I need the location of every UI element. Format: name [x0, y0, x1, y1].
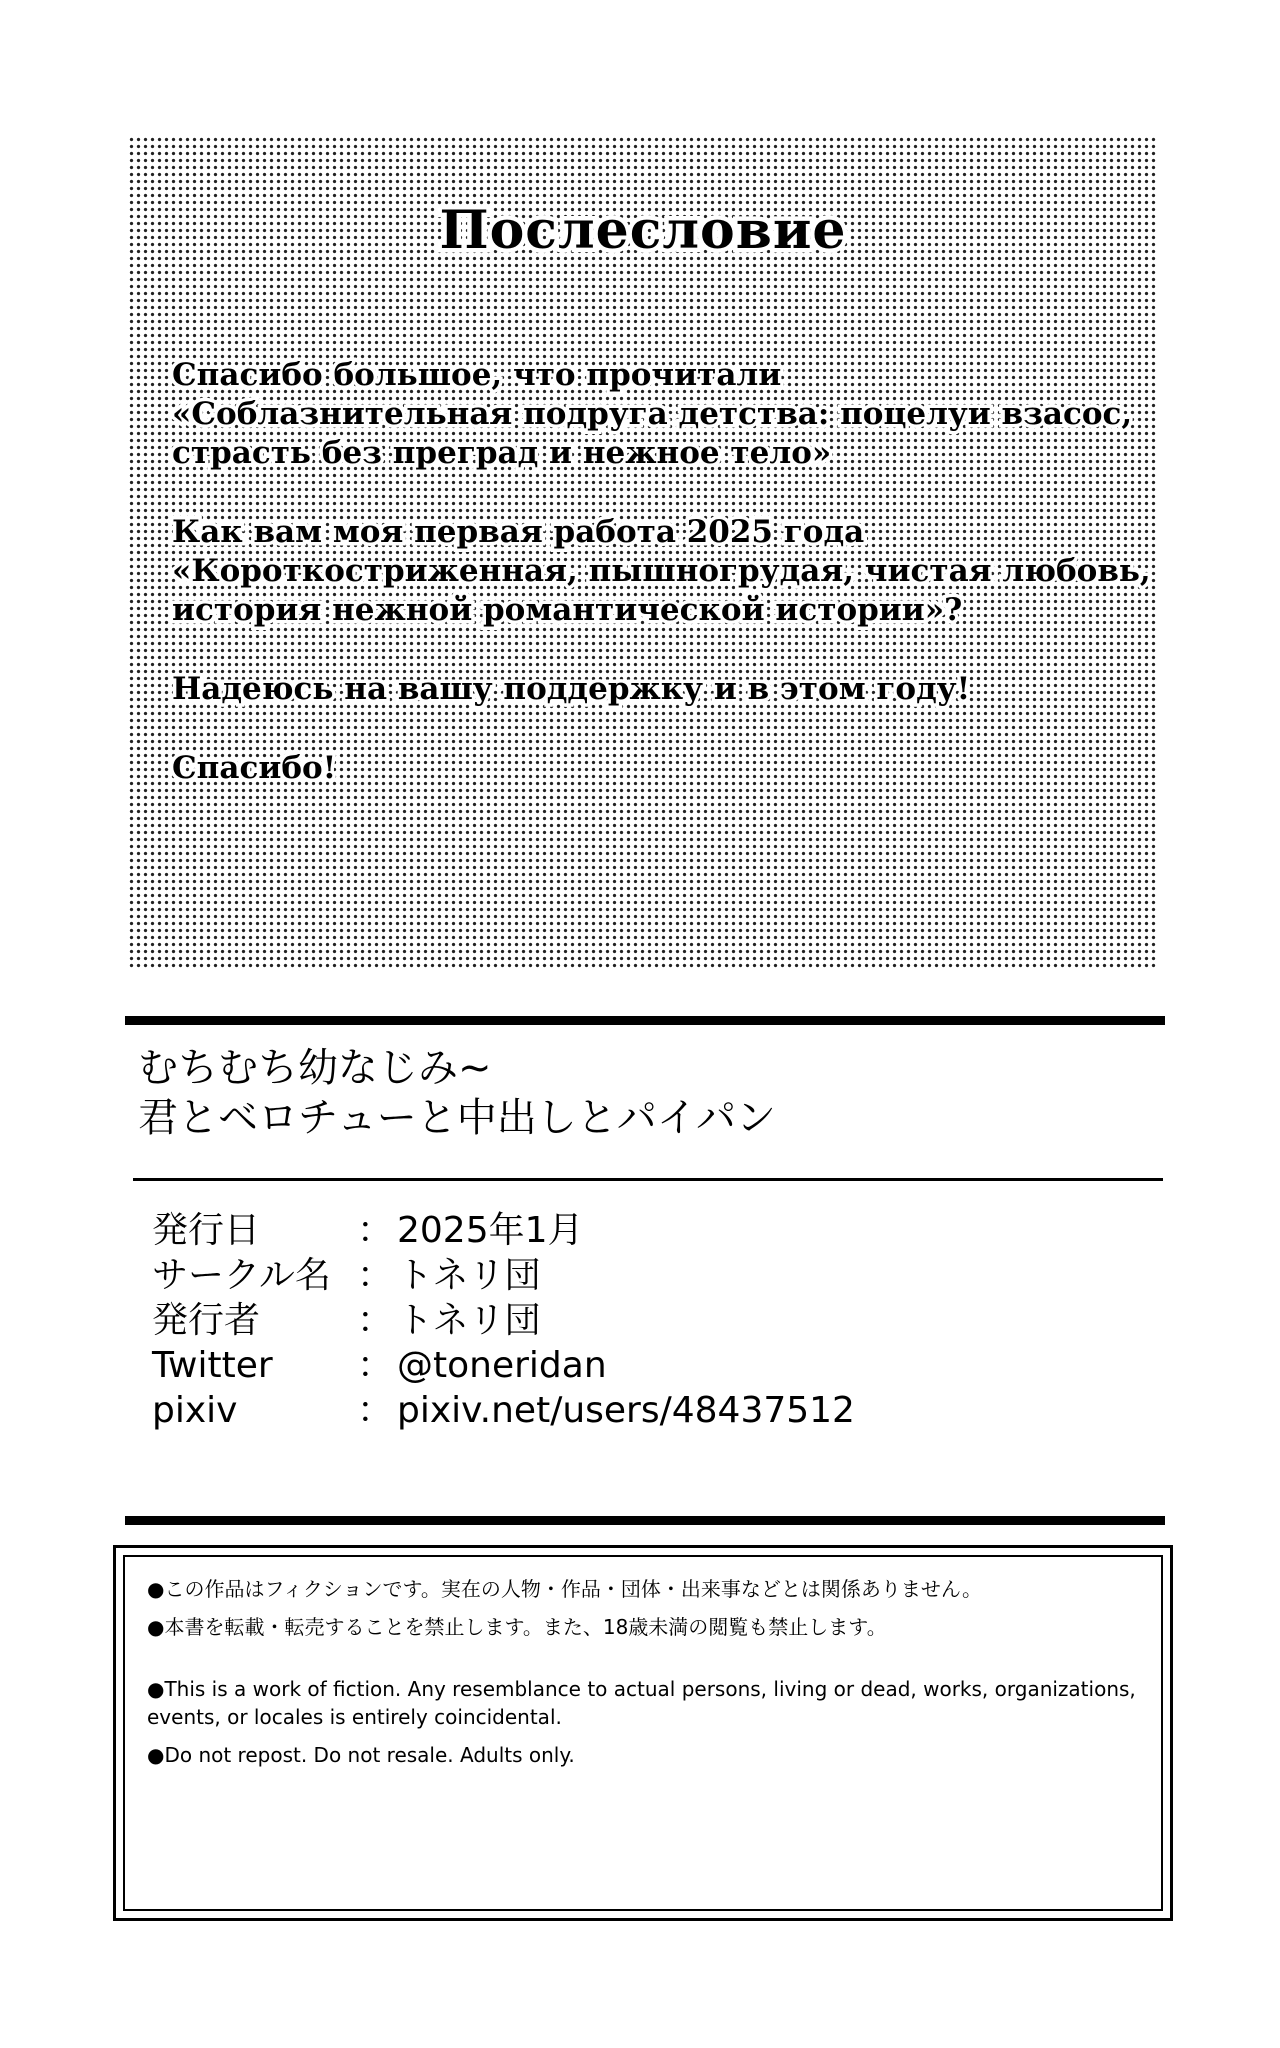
- colophon-label: pixiv: [152, 1390, 238, 1431]
- afterword-paragraph: [172, 513, 1151, 630]
- colophon-value: pixiv.net/users/48437512: [397, 1390, 855, 1431]
- afterword-line: Как вам моя первая работа 2025 года: [172, 514, 865, 550]
- divider-thick-top: [125, 1016, 1165, 1025]
- colophon-value: @toneridan: [397, 1345, 607, 1386]
- book-title-line2: 君とベロチューと中出しとパイパン: [138, 1095, 776, 1141]
- colophon-colon: ：: [357, 1390, 394, 1431]
- afterword-panel: [128, 136, 1158, 968]
- colophon-label: Twitter: [152, 1345, 273, 1386]
- afterword-title: Послесловие: [439, 200, 847, 261]
- afterword-line: страсть без преград и нежное тело»: [172, 435, 832, 471]
- afterword-line: Спасибо большое, что прочитали: [172, 357, 782, 393]
- notice-spacer: [147, 1651, 1139, 1675]
- colophon-label: サークル名: [152, 1255, 331, 1296]
- afterword-line: история нежной романтической истории»?: [172, 592, 963, 628]
- afterword-paragraph: [172, 670, 1138, 709]
- notice-fiction-en: ●This is a work of fiction. Any resemblance to actual persons, living or dead, works, organizations, events, or locales is entirely coincidental.: [147, 1677, 1136, 1729]
- colophon-value: トネリ団: [397, 1300, 541, 1341]
- afterword-line: «Соблазнительная подруга детства: поцелуи взасос,: [172, 396, 1133, 432]
- afterword-body: [172, 356, 1151, 828]
- colophon-label: 発行者: [152, 1300, 261, 1341]
- colophon-colon: ：: [357, 1300, 394, 1341]
- colophon-colon: ：: [357, 1255, 394, 1296]
- afterword-line: «Короткостриженная, пышногрудая, чистая любовь,: [172, 553, 1151, 589]
- colophon-value: トネリ団: [397, 1255, 541, 1296]
- book-title: [138, 1043, 776, 1143]
- divider-thick-bottom: [125, 1516, 1165, 1525]
- divider-thin: [133, 1178, 1163, 1181]
- book-title-line1: むちむち幼なじみ~: [138, 1045, 492, 1091]
- notice-fiction-jp: ●この作品はフィクションです。実在の人物・作品・団体・出来事などとは関係ありません。: [147, 1577, 983, 1601]
- notice-repost-en: ●Do not repost. Do not resale. Adults only.: [147, 1743, 575, 1767]
- colophon-value: 2025年1月: [397, 1210, 584, 1251]
- afterword-line: Надеюсь на вашу поддержку и в этом году!: [172, 671, 971, 707]
- afterword-paragraph: [172, 749, 1138, 788]
- colophon-label: 発行日: [152, 1210, 261, 1251]
- afterword-line: Спасибо!: [172, 750, 337, 786]
- notice-repost-jp: ●本書を転載・転売することを禁止します。また、18歳未満の閲覧も禁止します。: [147, 1615, 887, 1639]
- afterword-paragraph: [172, 356, 1138, 473]
- colophon-colon: ：: [357, 1210, 394, 1251]
- notice-box: [113, 1545, 1173, 1921]
- notice-box-inner: [123, 1555, 1163, 1911]
- colophon-colon: ：: [357, 1345, 394, 1386]
